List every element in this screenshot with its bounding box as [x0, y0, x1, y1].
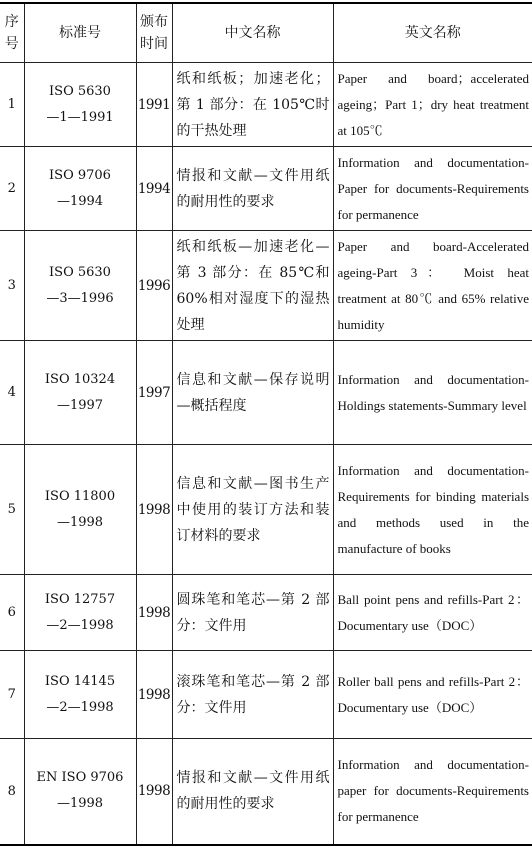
row-seq: 6: [0, 575, 24, 651]
row-standard: [24, 63, 136, 147]
row-year: 1997: [136, 341, 172, 445]
row-seq: 3: [0, 231, 24, 341]
row-english-name: Information and documentation-Holdings statements-Summary level: [333, 341, 532, 445]
standard-suffix: —1994: [56, 193, 104, 209]
header-seq: 序号: [0, 3, 24, 63]
row-chinese-name: 圆珠笔和笔芯—第 2 部分：文件用: [172, 575, 333, 651]
row-seq: 5: [0, 445, 24, 575]
header-english: 英文名称: [333, 3, 532, 63]
standard-number: ISO 10324: [44, 371, 116, 387]
row-chinese-name: 情报和文献—文件用纸的耐用性的要求: [172, 147, 333, 231]
row-seq: 8: [0, 739, 24, 845]
row-chinese-name: 纸和纸板—加速老化—第 3 部分：在 85℃和 60%相对湿度下的湿热处理: [172, 231, 333, 341]
row-standard: [24, 739, 136, 845]
table-row: [0, 63, 532, 147]
row-english-name: Information and documentation-Paper for documents-Requirements for permanence: [333, 147, 532, 231]
row-standard: [24, 341, 136, 445]
row-chinese-name: 信息和文献—图书生产中使用的装订方法和装订材料的要求: [172, 445, 333, 575]
standard-suffix: —1—1991: [46, 109, 114, 125]
row-english-name: Information and documentation-Requirements for binding materials and methods used in the manufacture of books: [333, 445, 532, 575]
row-year: 1991: [136, 63, 172, 147]
standard-number: ISO 9706: [49, 167, 111, 183]
row-english-name: Information and documentation-paper for documents-Requirements for permanence: [333, 739, 532, 845]
standard-suffix: —2—1998: [46, 617, 114, 633]
row-year: 1996: [136, 231, 172, 341]
row-standard: [24, 445, 136, 575]
row-year: 1998: [136, 445, 172, 575]
standards-table: [0, 2, 532, 846]
table-row: [0, 341, 532, 445]
standard-suffix: —3—1996: [46, 290, 114, 306]
row-year: 1994: [136, 147, 172, 231]
standard-suffix: —1998: [56, 796, 104, 812]
row-year: 1998: [136, 575, 172, 651]
row-seq: 7: [0, 651, 24, 739]
row-chinese-name: 滚珠笔和笔芯—第 2 部分：文件用: [172, 651, 333, 739]
row-english-name: Ball point pens and refills-Part 2：Documentary use（DOC）: [333, 575, 532, 651]
table-row: [0, 739, 532, 845]
row-seq: 2: [0, 147, 24, 231]
row-chinese-name: 纸和纸板；加速老化；第 1 部分：在 105℃时的干热处理: [172, 63, 333, 147]
standard-number: ISO 5630: [49, 264, 111, 280]
row-chinese-name: 信息和文献—保存说明—概括程度: [172, 341, 333, 445]
table-row: [0, 651, 532, 739]
header-row: [0, 3, 532, 63]
row-year: 1998: [136, 739, 172, 845]
row-english-name: Paper and board；accelerated ageing；Part 1；dry heat treatment at 105℃: [333, 63, 532, 147]
standard-number: ISO 5630: [49, 83, 111, 99]
standard-number: ISO 11800: [44, 488, 116, 504]
row-chinese-name: 情报和文献—文件用纸的耐用性的要求: [172, 739, 333, 845]
table-row: [0, 445, 532, 575]
standard-number: ISO 14145: [44, 673, 116, 689]
row-standard: [24, 651, 136, 739]
header-chinese: 中文名称: [172, 3, 333, 63]
standard-suffix: —1998: [56, 514, 104, 530]
row-standard: [24, 147, 136, 231]
row-standard: [24, 231, 136, 341]
standard-number: EN ISO 9706: [36, 770, 124, 786]
row-standard: [24, 575, 136, 651]
row-year: 1998: [136, 651, 172, 739]
header-year: 颁布时间: [136, 3, 172, 63]
standard-suffix: —1997: [56, 397, 104, 413]
standard-number: ISO 12757: [44, 591, 116, 607]
row-english-name: Paper and board-Accelerated ageing-Part 3： Moist heat treatment at 80℃ and 65% relative humidity: [333, 231, 532, 341]
row-seq: 1: [0, 63, 24, 147]
row-seq: 4: [0, 341, 24, 445]
table-row: [0, 147, 532, 231]
row-english-name: Roller ball pens and refills-Part 2： Documentary use（DOC）: [333, 651, 532, 739]
table-row: [0, 575, 532, 651]
header-standard: 标准号: [24, 3, 136, 63]
standard-suffix: —2—1998: [46, 699, 114, 715]
table-row: [0, 231, 532, 341]
